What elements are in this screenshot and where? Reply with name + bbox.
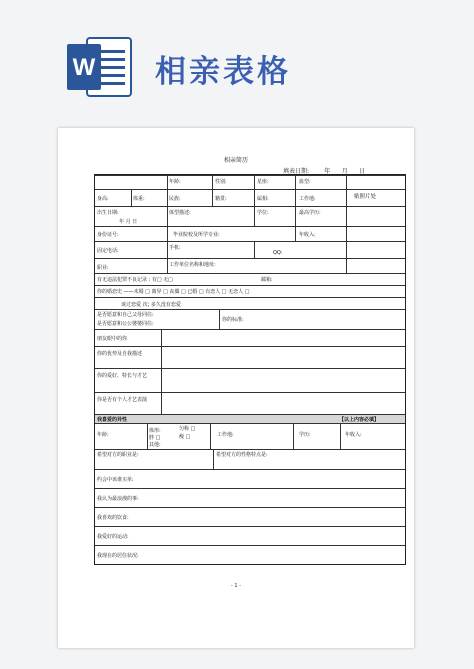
live-with-parents-label: 是否愿意和自己父母同住: bbox=[97, 312, 154, 318]
option-average[interactable]: 匀称 □ bbox=[179, 426, 196, 432]
table-row bbox=[95, 241, 405, 258]
zodiac-label: 星座: bbox=[257, 179, 269, 185]
favorite-food-label: 我喜欢的饮食: bbox=[97, 515, 129, 521]
self-description-label: 你的优势及自我描述 bbox=[97, 351, 143, 357]
fill-date: 填表日期: 年 月 日 bbox=[283, 168, 366, 175]
company-label: 工作单位名称和地址: bbox=[169, 262, 216, 268]
partner-income-label: 年收入: bbox=[345, 432, 362, 438]
required-note: 【以上内容必填】 bbox=[339, 417, 380, 423]
table-row bbox=[95, 285, 405, 297]
friends-view-label: 朋友眼中的你 bbox=[97, 336, 128, 342]
partner-education-label: 学历: bbox=[299, 432, 311, 438]
partner-age-label: 年龄: bbox=[97, 432, 109, 438]
table-row bbox=[95, 346, 405, 368]
marital-history-label: 你的婚恋史 ——未婚 □ 离异 □ 丧偶 □ 已婚 □ 有恋人 □ 无恋人 □ bbox=[97, 289, 250, 295]
body-type-label: 体型描述: bbox=[169, 210, 191, 216]
origin-label: 籍贯: bbox=[215, 196, 227, 202]
partner-shape-label: 体形: bbox=[149, 428, 161, 434]
landline-label: 固定电话: bbox=[97, 248, 119, 254]
mobile-label: 手机: bbox=[169, 245, 181, 251]
table-row bbox=[95, 297, 405, 309]
income-label: 年收入: bbox=[299, 232, 316, 238]
table-row bbox=[95, 423, 405, 449]
favorite-sport-label: 我爱好的运动: bbox=[97, 534, 129, 540]
section-header bbox=[95, 414, 405, 423]
partner-job-label: 希望对方的职业是: bbox=[97, 452, 139, 458]
birth-label: 出生日期: bbox=[97, 210, 119, 216]
education-label: 最高学历: bbox=[299, 210, 321, 216]
school-label: 毕业院校及所学专业: bbox=[173, 232, 220, 238]
table-row bbox=[95, 392, 405, 414]
word-doc-icon bbox=[67, 36, 133, 98]
qq-label: QQ: bbox=[273, 250, 283, 256]
workplace-label: 工作地: bbox=[299, 196, 316, 202]
blood-label: 血型: bbox=[299, 179, 311, 185]
living-status-label: 我现在的居住状况: bbox=[97, 553, 139, 559]
option-thin[interactable]: 瘦 □ bbox=[179, 434, 191, 440]
birth-date-value: 年 月 日 bbox=[119, 219, 138, 225]
age-label: 年龄: bbox=[169, 179, 181, 185]
table-row bbox=[95, 206, 405, 226]
email-label: 邮箱: bbox=[261, 277, 273, 283]
dating-history-label: 谈过恋爱 次; 多久没有恋爱 bbox=[121, 302, 181, 308]
who-pays-label: 约会中该谁买单: bbox=[97, 477, 134, 483]
banner bbox=[0, 0, 474, 125]
option-fat[interactable]: 胖 □ bbox=[149, 435, 161, 441]
table-row bbox=[95, 545, 405, 564]
criminal-record-label: 有无违法犯罪不良记录 : 有□ 无□ bbox=[97, 277, 173, 283]
live-with-inlaws-label: 是否愿意和公公婆婆同住: bbox=[97, 321, 154, 327]
table-row bbox=[95, 226, 405, 241]
table-row bbox=[95, 189, 405, 206]
romantic-thing-label: 我认为最浪漫的事: bbox=[97, 496, 139, 502]
svg-text:W: W bbox=[72, 54, 96, 81]
gender-label: 性别: bbox=[215, 179, 227, 185]
degree-label: 学位: bbox=[257, 210, 269, 216]
table-row bbox=[95, 309, 405, 329]
table-row bbox=[95, 488, 405, 507]
document-title: 相亲表格 bbox=[155, 54, 291, 90]
ethnic-label: 民族: bbox=[169, 196, 181, 202]
table-row bbox=[95, 273, 405, 285]
partner-workplace-label: 工作地: bbox=[217, 432, 234, 438]
table-row bbox=[95, 449, 405, 469]
option-other[interactable]: 其他: bbox=[149, 442, 161, 448]
criteria-label: 你的标准: bbox=[222, 317, 244, 323]
form-title: 相亲简历 bbox=[223, 157, 248, 164]
profile-table bbox=[94, 174, 406, 565]
photo-label: 贴照片处 bbox=[354, 194, 377, 200]
document-page bbox=[58, 128, 414, 648]
table-row bbox=[95, 469, 405, 488]
zodiac-animal-label: 属相: bbox=[257, 196, 269, 202]
job-label: 职业: bbox=[97, 265, 109, 271]
table-row bbox=[95, 329, 405, 346]
height-label: 身高: bbox=[97, 196, 109, 202]
partner-section-title: 我喜爱的异性 bbox=[97, 417, 128, 423]
table-row bbox=[95, 507, 405, 526]
partner-character-label: 希望对方的性格特点是: bbox=[216, 452, 268, 458]
page-number: - 1 - bbox=[231, 583, 241, 589]
talent-label: 你是否有个人才艺表演 bbox=[97, 397, 148, 403]
table-row bbox=[95, 258, 405, 273]
table-row bbox=[95, 526, 405, 545]
id-number-label: 身份证号: bbox=[97, 232, 119, 238]
hobbies-label: 你的爱好、特长与才艺 bbox=[97, 373, 148, 379]
table-row bbox=[95, 368, 405, 392]
weight-label: 体重: bbox=[133, 196, 145, 202]
table-row bbox=[95, 175, 405, 189]
